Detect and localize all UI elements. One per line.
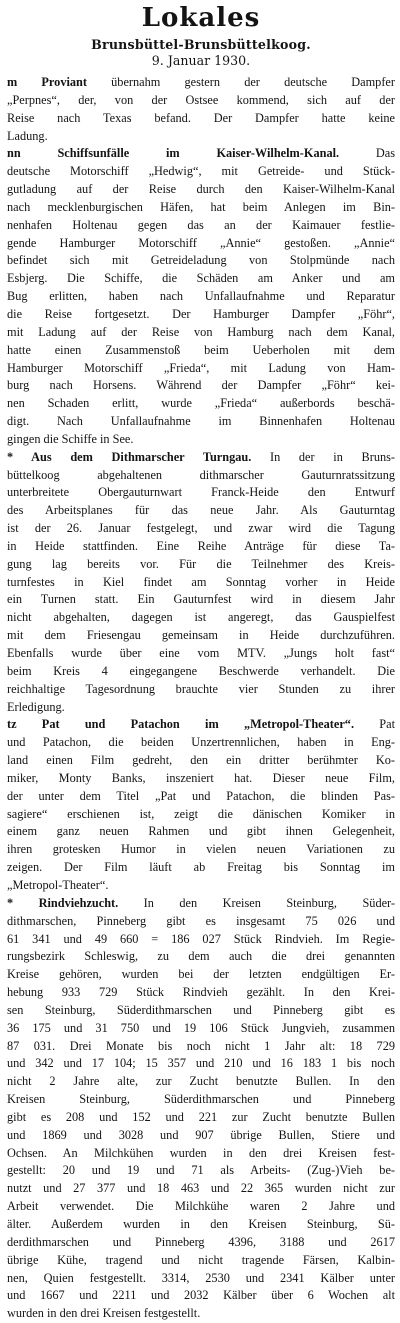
text-line xyxy=(7,1145,395,1163)
text-line xyxy=(7,306,395,324)
text-line xyxy=(7,859,395,877)
dateline-date: 9. Januar 1930. xyxy=(151,53,251,68)
line-text: gutladung auf der Reise durch den Kaiser-Wilhelm-Kanal xyxy=(7,182,395,197)
text-line xyxy=(7,484,395,502)
line-text: übernahm gestern der deutsche Dampfer xyxy=(86,75,395,89)
text-line xyxy=(7,235,395,253)
text-line xyxy=(7,1162,395,1180)
text-line xyxy=(7,1305,395,1323)
line-text: Ebenfalls wurde über eine vom MTV. „Jungs holt fast“ xyxy=(7,646,395,660)
text-line xyxy=(7,270,395,288)
article-heading: nn Schiffsunfälle im Kaiser-Wilhelm-Kanal. xyxy=(7,146,340,161)
text-line xyxy=(7,449,395,467)
line-text: derdithmarschen und Pinneberg 4396, 3188 und 2617 xyxy=(7,1234,395,1249)
text-line xyxy=(7,1216,395,1234)
line-text: beim Kreis 4 eingegangene Beschwerde verhandelt. Die xyxy=(7,663,395,678)
line-text: digt. Nach Unfallaufnahme im Binnenhafen Holtenau xyxy=(7,414,395,429)
line-text: burg nach Horsens. Während der Dampfer „Föhr“ kei- xyxy=(7,378,395,393)
line-text: einem ganz neuen Rahmen und gibt ihnen Gelegenheit, xyxy=(7,824,395,839)
text-line xyxy=(7,948,395,966)
line-text: älter. Außerdem wurden in den Kreisen Steinburg, Sü- xyxy=(7,1217,395,1231)
line-text: miker, Monty Banks, inszeniert hat. Dieser neue Film, xyxy=(7,770,395,785)
article-heading: m Proviant xyxy=(7,75,87,89)
text-line xyxy=(7,217,395,235)
text-line xyxy=(7,502,395,520)
text-line xyxy=(7,1002,395,1020)
line-text: gestellt: 20 und 19 und 71 als Arbeits- (Zug-)Vieh be- xyxy=(7,1163,395,1178)
line-text: Das xyxy=(339,146,395,161)
text-line xyxy=(7,645,395,663)
text-line xyxy=(7,609,395,627)
text-line xyxy=(7,342,395,360)
line-text: Pat xyxy=(354,717,395,732)
text-line xyxy=(7,823,395,841)
line-text: in Heide stattfinden. Eine Reihe Anträge für diese Ta- xyxy=(7,538,395,553)
line-text: nutzt und 27 377 und 18 463 und 22 365 wurden nicht zur xyxy=(7,1181,395,1196)
line-text: nicht 2 Jahre alte, zur Zucht benutzte Bullen. In den xyxy=(7,1074,395,1089)
text-line xyxy=(7,931,395,949)
line-text: Ochsen. An Milchkühen wurden in den drei Kreisen fest- xyxy=(7,1145,395,1160)
text-line xyxy=(7,716,395,734)
line-text: mit Ladung auf der Reise von Hamburg nach dem Kanal, xyxy=(7,324,395,339)
dateline-place: Brunsbüttel-Brunsbüttelkoog. xyxy=(91,37,311,52)
line-text: und 342 und 17 104; 15 357 und 210 und 16 183 1 bis noch xyxy=(7,1056,395,1071)
line-text: und 1667 und 2211 und 2032 Kälber über 6 Wochen alt xyxy=(7,1288,395,1303)
line-text: 36 175 und 31 750 und 19 106 Stück Jungvieh, zusammen xyxy=(7,1020,395,1035)
text-line xyxy=(7,431,395,449)
line-text: des Arbeitsplanes für das neue Jahr. Als Gauturntag xyxy=(7,503,395,518)
text-line xyxy=(7,806,395,824)
line-text: dithmarschen, Pinneberg gibt es insgesamt 75 026 und xyxy=(7,913,395,928)
line-text: und Patachon, die beiden Unzertrennlichen, haben in Eng- xyxy=(7,735,395,750)
text-line xyxy=(7,984,395,1002)
text-line xyxy=(7,681,395,699)
text-line xyxy=(7,877,395,895)
line-text: gende Hamburger Motorschiff „Annie“ gestoßen. „Annie“ xyxy=(7,235,395,250)
text-line xyxy=(7,413,395,431)
text-line xyxy=(7,360,395,378)
text-line xyxy=(7,1252,395,1270)
text-line xyxy=(7,1270,395,1288)
line-text: und 1869 und 3028 und 907 übrige Bullen, Stiere und xyxy=(7,1127,395,1142)
line-text: 87 031. Drei Monate bis noch nicht 1 Jahr alt: 18 729 xyxy=(7,1038,395,1053)
line-text: mit dem Friesengau gemeinsam in Heide durchzuführen. xyxy=(7,628,395,643)
text-line xyxy=(7,627,395,645)
line-text: In der in Bruns- xyxy=(251,449,395,464)
text-line xyxy=(7,467,395,485)
text-line xyxy=(7,252,395,270)
text-line xyxy=(7,324,395,342)
line-text: gung lag bereits vor. Für die Teilnehmer des Kreis- xyxy=(7,556,395,571)
text-line xyxy=(7,110,395,128)
line-text: gingen die Schiffe in See. xyxy=(7,431,134,446)
text-line xyxy=(7,1020,395,1038)
text-line xyxy=(7,770,395,788)
text-line xyxy=(7,163,395,181)
line-text: hebung 933 729 Stück Rindvieh gezählt. In den Krei- xyxy=(7,985,395,1000)
text-line xyxy=(7,128,395,146)
line-text: reichhaltige Tagesordnung brauchte vier Stunden zu ihrer xyxy=(7,681,395,696)
line-text: „Perpnes“, der, von der Ostsee kommend, sich auf der xyxy=(7,92,395,107)
line-text: Kreise gehören, wurden bei der letzten endgültigen Er- xyxy=(7,967,395,982)
article-heading: * Rindviehzucht. xyxy=(7,895,119,910)
line-text: turnfestes in Kiel findet am Sonntag vorher in Heide xyxy=(7,574,395,589)
text-line xyxy=(7,288,395,306)
text-line xyxy=(7,1109,395,1127)
line-text: wurden in den drei Kreisen festgestellt. xyxy=(7,1306,201,1321)
line-text: unterbreitete Obergauturnwart Franck-Heide den Entwurf xyxy=(7,485,395,500)
line-text: Hamburger Motorschiff „Frieda“, mit Ladung von Ham- xyxy=(7,360,395,375)
text-line xyxy=(7,1055,395,1073)
text-line xyxy=(7,538,395,556)
text-line xyxy=(7,966,395,984)
line-text: befindet sich mit Getreideladung von Stolpmünde nach xyxy=(7,253,395,268)
text-line xyxy=(7,734,395,752)
line-text: rungsbezirk Schleswig, zu dem auch die drei genannten xyxy=(7,949,395,964)
line-text: 61 341 und 49 660 = 186 027 Stück Rindvieh. Im Regie- xyxy=(7,931,395,946)
line-text: nen, Quien festgestellt. 3314, 2530 und 2341 Kälber unter xyxy=(7,1270,395,1285)
text-line xyxy=(7,377,395,395)
line-text: Arbeit verwendet. Die Milchkühe waren 2 Jahre und xyxy=(7,1199,395,1214)
text-line xyxy=(7,1234,395,1252)
line-text: Kreisen Steinburg, Süderdithmarschen und Pinneberg xyxy=(7,1092,395,1107)
text-line xyxy=(7,145,395,163)
text-line xyxy=(7,199,395,217)
line-text: nicht abgehalten, dagegen ist angeregt, das Gauspielfest xyxy=(7,610,395,625)
text-line xyxy=(7,395,395,413)
text-line xyxy=(7,92,395,110)
text-line xyxy=(7,752,395,770)
line-text: Bug erlitten, haben nach Unfallaufnahme und Reparatur xyxy=(7,289,395,304)
line-text: büttelkoog abgehaltenen dithmarscher Gauturnratssitzung xyxy=(7,467,395,482)
line-text: nach mecklenburgischen Häfen, hat beim Anlegen im Bin- xyxy=(7,199,395,214)
text-line xyxy=(7,1038,395,1056)
article-body xyxy=(7,74,395,1323)
line-text: nen Schaden erlitt, wurde „Frieda“ außerbords beschä- xyxy=(7,396,395,411)
text-line xyxy=(7,1073,395,1091)
line-text: übrige Kühe, tragend und nicht tragende Färsen, Kalbin- xyxy=(7,1252,395,1267)
line-text: sagiere“ erschienen ist, zeigt die dänischen Komiker in xyxy=(7,806,395,821)
text-line xyxy=(7,74,395,92)
text-line xyxy=(7,913,395,931)
text-line xyxy=(7,1127,395,1145)
text-line xyxy=(7,1198,395,1216)
text-line xyxy=(7,663,395,681)
line-text: nenhafen Holtenau gegen das an der Kaimauer festlie- xyxy=(7,217,395,232)
line-text: ein Turnen statt. Ein Gauturnfest wird in diesem Jahr xyxy=(7,592,395,607)
line-text: land einen Film gedreht, den ein dritter berühmter Ko- xyxy=(7,753,395,768)
text-line xyxy=(7,574,395,592)
line-text: gibt es 208 und 152 und 221 zur Zucht benutzte Bullen xyxy=(7,1109,395,1124)
article-heading: * Aus dem Dithmarscher Turngau. xyxy=(7,449,252,464)
text-line xyxy=(7,1091,395,1109)
article-heading: tz Pat und Patachon im „Metropol-Theater“. xyxy=(7,717,355,732)
text-line xyxy=(7,591,395,609)
line-text: ist der 26. Januar festgelegt, und zwar wird die Tagung xyxy=(7,521,395,536)
line-text: In den Kreisen Steinburg, Süder- xyxy=(118,895,395,910)
line-text: deutsche Motorschiff „Hedwig“, mit Getreide- und Stück- xyxy=(7,164,395,179)
line-text: die Reise fortgesetzt. Der Hamburger Dampfer „Föhr“, xyxy=(7,306,395,321)
text-line xyxy=(7,895,395,913)
line-text: sen Steinburg, Süderdithmarschen und Pinneberg gibt es xyxy=(7,1002,395,1017)
text-line xyxy=(7,556,395,574)
text-line xyxy=(7,699,395,717)
line-text: Esbjerg. Die Schiffe, die Schäden am Anker und am xyxy=(7,271,395,286)
text-line xyxy=(7,788,395,806)
line-text: der unter dem Titel „Pat und Patachon, die blinden Pas- xyxy=(7,788,395,803)
text-line xyxy=(7,841,395,859)
line-text: Ladung. xyxy=(7,128,48,143)
line-text: zeigen. Der Film läuft ab Freitag bis Sonntag im xyxy=(7,860,395,875)
newspaper-page xyxy=(0,3,400,1321)
line-text: „Metropol-Theater“. xyxy=(7,877,109,892)
text-line xyxy=(7,1180,395,1198)
line-text: Reise nach Texas befand. Der Dampfer hatte keine xyxy=(7,110,395,125)
line-text: Erledigung. xyxy=(7,699,65,714)
line-text: ihren grotesken Humor in vielen neuen Variationen zu xyxy=(7,842,395,857)
text-line xyxy=(7,1287,395,1305)
section-title: Lokales xyxy=(141,3,261,33)
text-line xyxy=(7,520,395,538)
line-text: hatte einen Zusammenstoß beim Ueberholen mit dem xyxy=(7,342,395,357)
text-line xyxy=(7,181,395,199)
